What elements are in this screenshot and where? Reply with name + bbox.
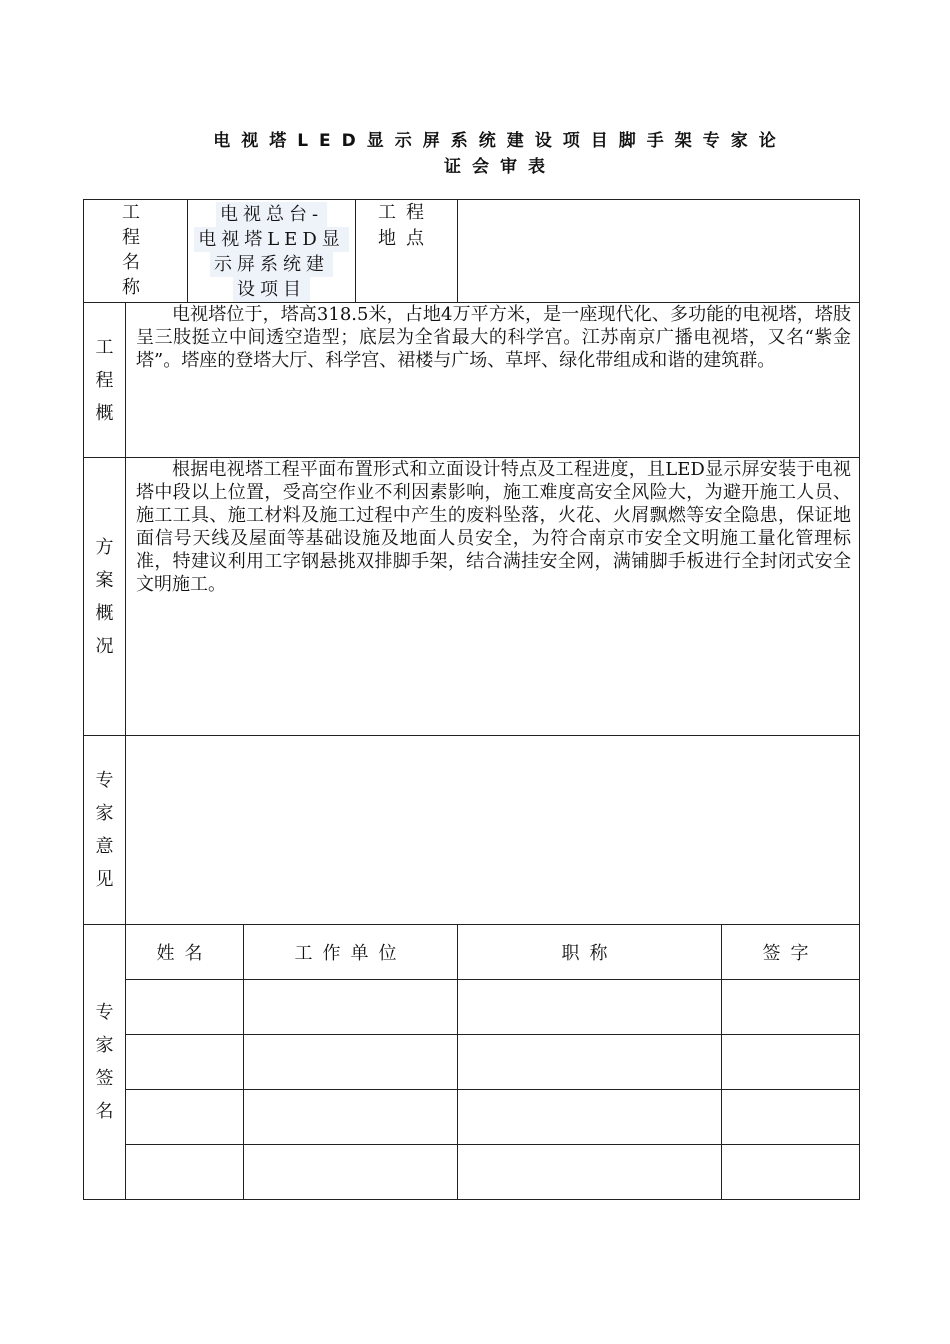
- header-work-unit: 工作单位: [244, 925, 458, 980]
- signature-sign-cell[interactable]: [722, 980, 860, 1035]
- document-title-line1: 电视塔LED显示屏系统建设项目脚手架专家论: [213, 131, 787, 151]
- signature-sign-cell[interactable]: [722, 1145, 860, 1200]
- signature-row: [84, 1090, 860, 1145]
- signature-title-cell[interactable]: [458, 980, 722, 1035]
- signature-row: [84, 1145, 860, 1200]
- signature-title-cell[interactable]: [458, 1090, 722, 1145]
- signatures-label: 专 家 签 名: [84, 925, 126, 1200]
- project-name-label: 工 程 名 称: [84, 200, 188, 303]
- signature-row: [84, 1035, 860, 1090]
- signature-name-cell[interactable]: [126, 1035, 244, 1090]
- signature-name-cell[interactable]: [126, 980, 244, 1035]
- project-name-value[interactable]: 电视总台- 电视塔LED显 示屏系统建 设项目: [188, 200, 356, 303]
- opinion-text-area[interactable]: [126, 736, 860, 925]
- signature-name-cell[interactable]: [126, 1090, 244, 1145]
- opinion-label: 专 家 意 见: [84, 736, 126, 925]
- signature-sign-cell[interactable]: [722, 1090, 860, 1145]
- signature-title-cell[interactable]: [458, 1035, 722, 1090]
- signature-unit-cell[interactable]: [244, 1090, 458, 1145]
- overview-text: 电视塔位于，塔高318.5米，占地4万平方米，是一座现代化、多功能的电视塔，塔肢呈三肢挺立中间透空造型；底层为全省最大的科学宫。江苏南京广播电视塔，又名“紫金塔”。塔座的登塔大厅、科学宫、裙楼与广场、草坪、绿化带组成和谐的建筑群。: [126, 303, 860, 458]
- signature-title-cell[interactable]: [458, 1145, 722, 1200]
- overview-label: 工 程 概: [84, 303, 126, 458]
- signature-unit-cell[interactable]: [244, 980, 458, 1035]
- signature-row: [84, 980, 860, 1035]
- location-label: 工程 地点: [356, 200, 458, 303]
- signature-sign-cell[interactable]: [722, 1035, 860, 1090]
- header-title: 职称: [458, 925, 722, 980]
- plan-text: 根据电视塔工程平面布置形式和立面设计特点及工程进度，且LED显示屏安装于电视塔中段以上位置，受高空作业不利因素影响，施工难度高安全风险大，为避开施工人员、施工工具、施工材料及施工过程中产生的废料坠落，火花、火屑飘燃等安全隐患，保证地面信号天线及屋面等基础设施及地面人员安全，为符合南京市安全文明施工量化管理标准，特建议利用工字钢悬挑双排脚手架，结合满挂安全网，满铺脚手板进行全封闭式安全文明施工。: [126, 458, 860, 736]
- plan-label: 方 案 概 况: [84, 458, 126, 736]
- signature-name-cell[interactable]: [126, 1145, 244, 1200]
- header-name: 姓名: [126, 925, 244, 980]
- location-value[interactable]: [458, 200, 860, 303]
- signature-unit-cell[interactable]: [244, 1035, 458, 1090]
- header-signature: 签字: [722, 925, 860, 980]
- review-form-table: [83, 199, 860, 1200]
- document-title-line2: 证会审表: [444, 157, 556, 177]
- signature-unit-cell[interactable]: [244, 1145, 458, 1200]
